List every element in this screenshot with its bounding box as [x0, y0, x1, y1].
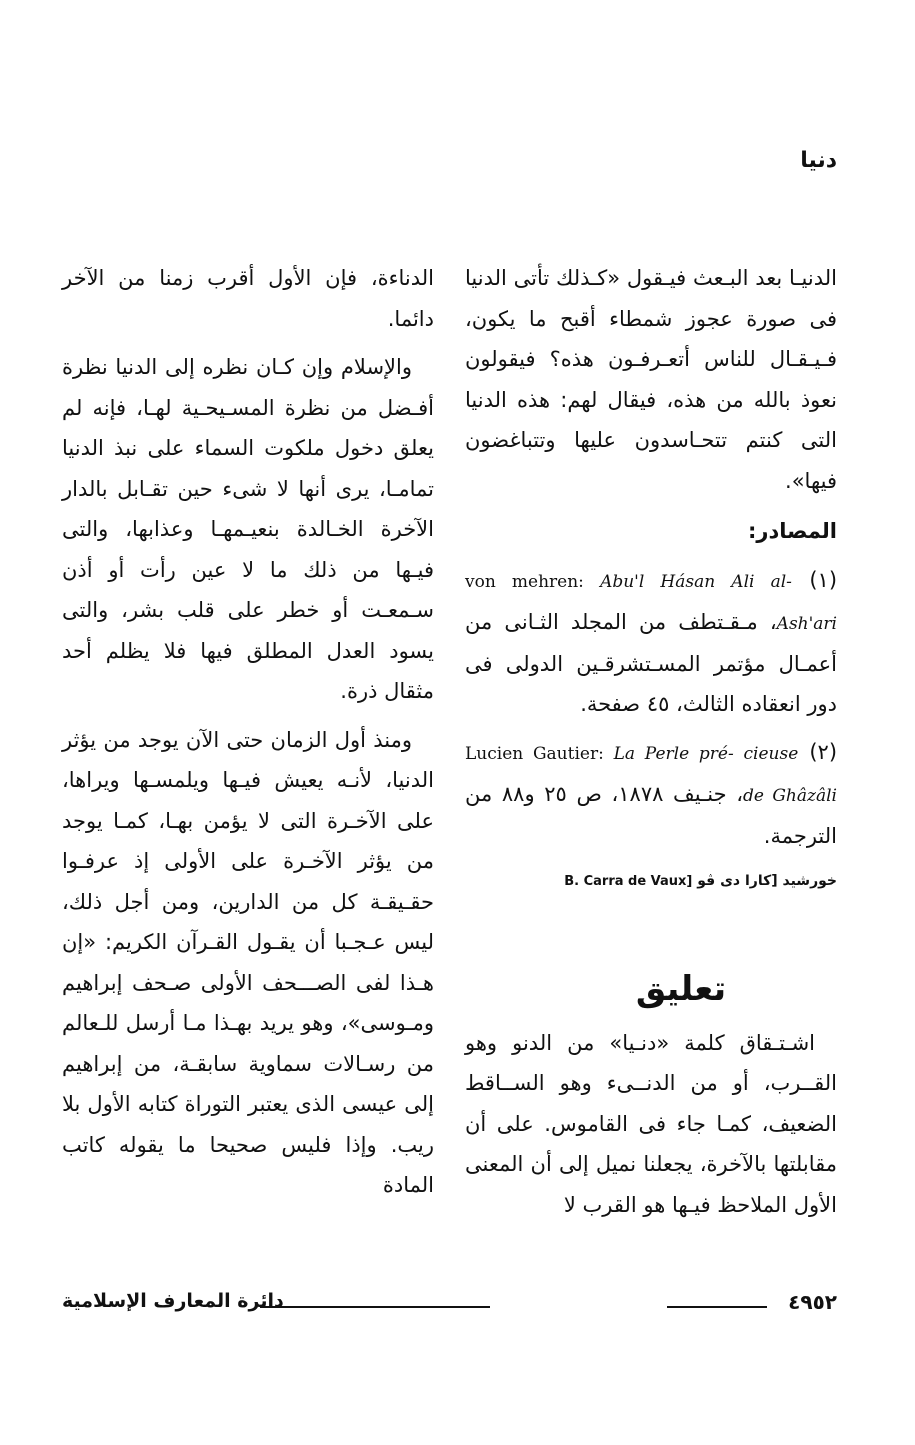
reference-number: (١): [809, 567, 838, 592]
right-column: [465, 258, 837, 1225]
footer-rule: [667, 1306, 767, 1308]
reference-2: [465, 732, 837, 856]
reference-arabic-text: ، مـقـتطف من المجلد الثـانى من أعمـال مؤتمر المسـتشرقـين الدولى فى دور انعقاده الثالث، ٤٥ صفحة.: [465, 609, 837, 716]
reference-latin-citation: von mehren: Abu'l Hásan Ali al- Ash'ari: [465, 571, 837, 634]
body-paragraph: ومنذ أول الزمان حتى الآن يوجد من يؤثر الدنيا، لأنـه يعيش فيـها ويلمسـها ويراها، على الآخـرة التى لا يؤمن بهـا، كمـا يوجد من يؤثر الآخـرة على الأولى إذ عرفـوا حقـيقـة كل من الدارين، ومن أجل ذلك، ليس عـجـبا أن يقـول القـرآن الكريم: «إن هـذا لفى الصـــحف الأولى صـحف إبراهيم ومـوسى»، وهو يريد بهـذا مـا أرسل للـعالم من رسـالات سماوية سابقـة، من إبراهيم إلى عيسى الذى يعتبر التوراة كتابه الأول بلا ريب. وإذا فليس صحيحا ما يقوله كاتب المادة: [62, 727, 434, 1197]
left-column: [62, 258, 434, 1206]
body-paragraph: الدناءة، فإن الأول أقرب زمنا من الآخر دائما.: [62, 266, 434, 331]
body-paragraph: والإسلام وإن كـان نظره إلى الدنيا نظرة أفـضل من نظرة المسـيحـية لهـا، فإنه لم يعلق دخول ملكوت السماء على نبذ الدنيا تمامـا، يرى أنها لا شىء حين تقـابل بالدار الآخرة الخـالدة بنعيـمهـا وعذابها، والتى فيـها من ذلك ما لا عين رأت أو أذن سـمعـت أو خطر على قلب بشر، والتى يسود العدل المطلق فيها فلا يظلم أحد مثقال ذرة.: [62, 355, 434, 703]
footer-rule: [260, 1306, 490, 1308]
article-author: خورشيد [كارا دى ڤو B. Carra de Vaux]: [564, 872, 837, 889]
page-number: ٤٩٥٢: [788, 1290, 837, 1314]
comment-title: تعليق: [635, 968, 727, 1009]
comment-paragraph: اشـتـقاق كلمة «دنـيا» من الدنو وهو القــرب، أو من الدنــىء وهو الســاقط الضعيف، كمـا جاء فى القاموس. على أن مقابلتها بالآخرة، يجعلنا نميل إلى أن المعنى الأول الملاحظ فيـها هو القرب لا: [465, 1030, 837, 1217]
reference-1: [465, 560, 837, 724]
sources-heading: المصادر:: [747, 519, 837, 543]
publication-name: دائرة المعارف الإسلامية: [62, 1290, 284, 1312]
running-head: دنيا: [800, 148, 837, 173]
reference-latin-citation: Lucien Gautier: La Perle pré- cieuse de Ghâzâli: [465, 743, 837, 806]
page-footer: [62, 1290, 837, 1320]
body-paragraph: الدنيـا بعد البـعث فيـقول «كـذلك تأتى الدنيا فى صورة عجوز شمطاء أقبح ما يكون، فـيـقـال للناس أتعـرفـون هذه؟ فيقولون نعوذ بالله من هذه، فيقال لهم: هذه الدنيا التى كنتم تتحـاسدون عليها وتتباغضون فيها».: [465, 266, 837, 493]
reference-number: (٢): [809, 739, 838, 764]
reference-arabic-text: ، جنـيف ١٨٧٨، ص ٢٥ و٨٨ من الترجمة.: [465, 781, 837, 848]
